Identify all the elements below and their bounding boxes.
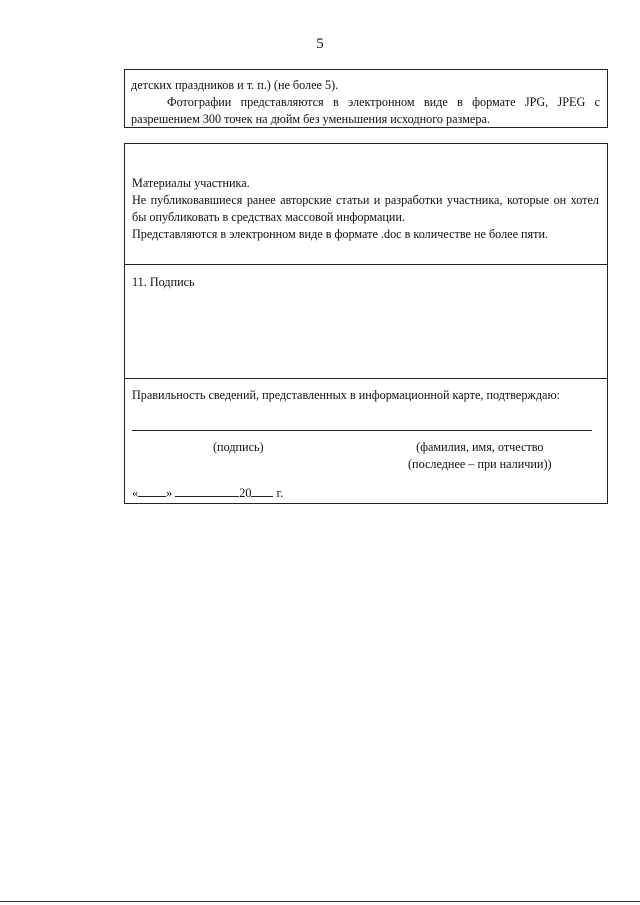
year-century: 20 xyxy=(239,486,252,500)
date-close-quote: » xyxy=(166,486,173,500)
confirmation-section xyxy=(125,387,607,404)
date-row xyxy=(132,484,283,502)
signature-caption: (подпись) xyxy=(213,440,264,454)
materials-description: Не публиковавшиеся ранее авторские статьи и разработки участника, которые он хотел бы опубликовать в средствах массовой информации. xyxy=(132,193,599,224)
signature-section-title: 11. Подпись xyxy=(132,275,195,289)
date-open-quote: « xyxy=(132,486,139,500)
day-blank xyxy=(138,484,166,497)
photos-format-paragraph: Фотографии представляются в электронном виде в формате JPG, JPEG с разрешением 300 точек на дюйм без уменьшения исходного размера. xyxy=(131,95,600,126)
year-suffix: г. xyxy=(276,486,284,500)
page-bottom-rule xyxy=(0,901,640,902)
photos-requirements-box xyxy=(124,69,608,128)
page-number: 5 xyxy=(316,36,324,52)
photos-continuation-line: детских праздников и т. п.) (не более 5). xyxy=(131,78,339,92)
form-table xyxy=(124,143,608,504)
month-blank xyxy=(175,484,239,497)
signature-line xyxy=(132,430,592,431)
materials-title: Материалы участника. xyxy=(132,176,250,190)
year-blank xyxy=(251,484,273,497)
confirmation-text: Правильность сведений, представленных в информационной карте, подтверждаю: xyxy=(132,388,560,402)
full-name-caption xyxy=(408,439,552,473)
materials-format-note: Представляются в электронном виде в формате .doc в количестве не более пяти. xyxy=(132,227,549,241)
full-name-caption-line1: (фамилия, имя, отчество xyxy=(416,440,544,454)
signature-section xyxy=(125,274,607,291)
full-name-caption-line2: (последнее – при наличии)) xyxy=(408,457,552,471)
table-divider xyxy=(125,264,607,265)
materials-section xyxy=(125,175,607,243)
table-divider xyxy=(125,378,607,379)
